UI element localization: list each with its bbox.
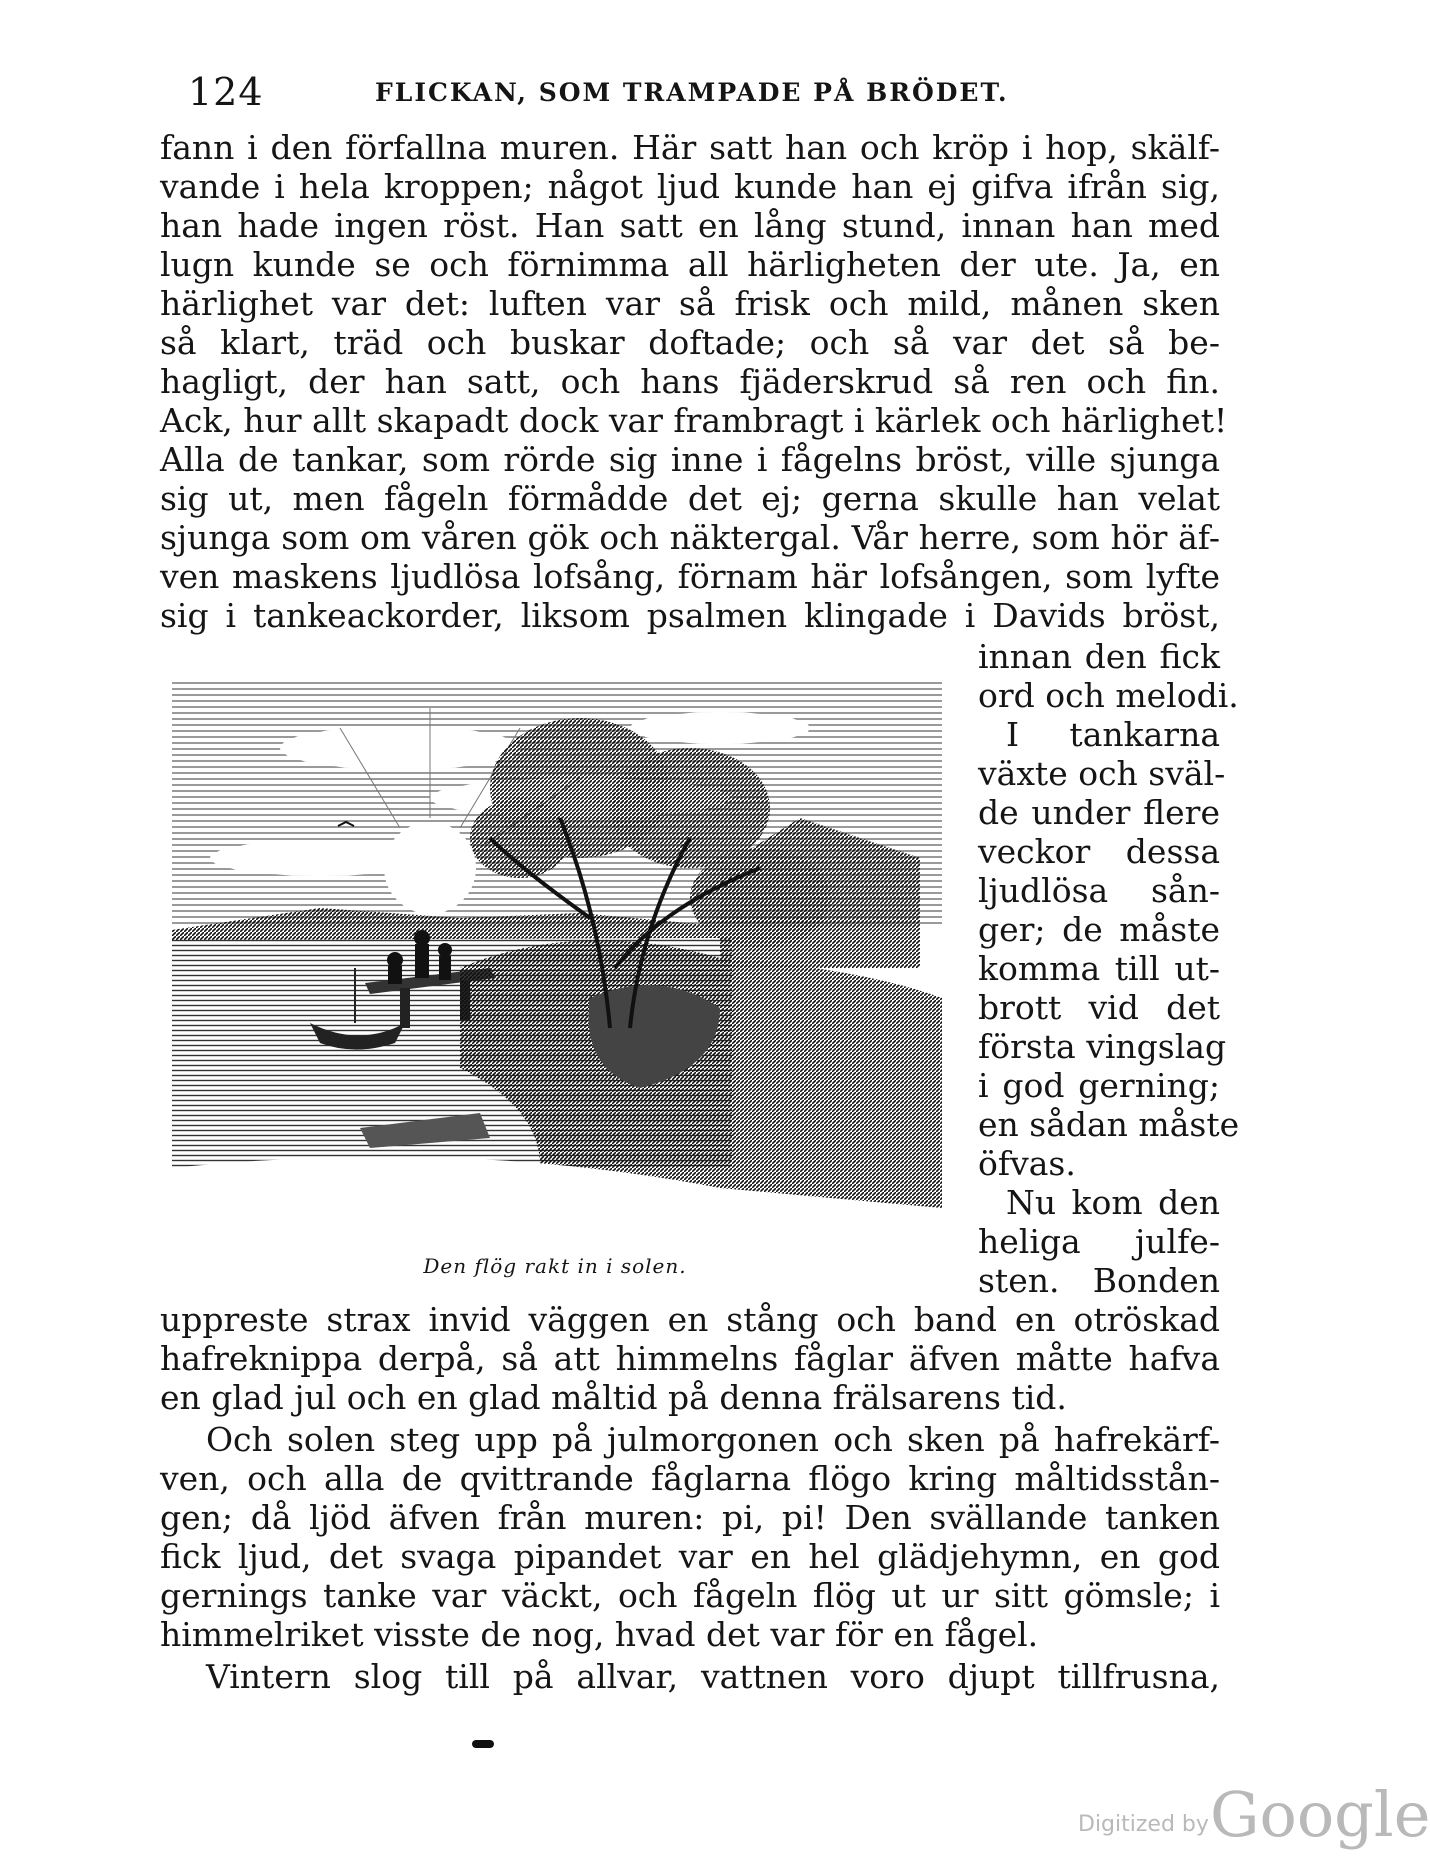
text-line: ven maskens ljudlösa lofsång, förnam här lofsången, som lyfte bbox=[160, 557, 1220, 596]
google-logo: Google bbox=[1210, 1778, 1430, 1851]
text-line: sig i tankeackorder, liksom psalmen klingade i Davids bröst, bbox=[160, 596, 1220, 635]
text-line: härlighet var det: luften var så frisk och mild, månen sken bbox=[160, 284, 1220, 323]
engraving-illustration bbox=[160, 668, 950, 1232]
watermark bbox=[1070, 1778, 1430, 1851]
text-line: uppreste strax invid väggen en stång och band en otröskad bbox=[160, 1300, 1220, 1339]
text-line: fick ljud, det svaga pipandet var en hel glädjehymn, en god bbox=[160, 1537, 1220, 1576]
side-text-line: sten. Bonden bbox=[978, 1261, 1220, 1300]
text-line: vande i hela kroppen; något ljud kunde han ej gifva ifrån sig, bbox=[160, 167, 1220, 206]
text-line: så klart, träd och buskar doftade; och så var det så be- bbox=[160, 323, 1220, 362]
side-text-line: veckor dessa bbox=[978, 832, 1220, 871]
watermark-prefix: Digitized by bbox=[1078, 1812, 1209, 1837]
text-line: han hade ingen röst. Han satt en lång stund, innan han med bbox=[160, 206, 1220, 245]
ink-mark bbox=[472, 1740, 494, 1748]
side-text-line: i god gerning; bbox=[978, 1066, 1220, 1105]
text-line: en glad jul och en glad måltid på denna frälsarens tid. bbox=[160, 1378, 1067, 1417]
text-line: Vintern slog till på allvar, vattnen voro djupt tillfrusna, bbox=[206, 1657, 1220, 1696]
illustration-caption: Den flög rakt in i solen. bbox=[423, 1254, 687, 1278]
side-text-line: brott vid det bbox=[978, 988, 1220, 1027]
text-line: Och solen steg upp på julmorgonen och sken på hafrekärf- bbox=[206, 1420, 1220, 1459]
text-line: gen; då ljöd äfven från muren: pi, pi! Den svällande tanken bbox=[160, 1498, 1220, 1537]
side-text-line: ord och melodi. bbox=[978, 676, 1239, 715]
text-line: ven, och alla de qvittrande fåglarna flögo kring måltidsstån- bbox=[160, 1459, 1220, 1498]
side-text-line: första vingslag bbox=[978, 1027, 1227, 1066]
text-line: sjunga som om våren gök och näktergal. Vår herre, som hör äf- bbox=[160, 518, 1220, 557]
text-line: fann i den förfallna muren. Här satt han och kröp i hop, skälf- bbox=[160, 128, 1220, 167]
side-text-line: växte och sväl- bbox=[978, 754, 1226, 793]
side-text-line: Nu kom den bbox=[1006, 1183, 1220, 1222]
side-text-line: ljudlösa sån- bbox=[978, 871, 1220, 910]
side-text-line: ger; de måste bbox=[978, 910, 1220, 949]
side-text-line: heliga julfe- bbox=[978, 1222, 1220, 1261]
side-text-line: en sådan måste bbox=[978, 1105, 1240, 1144]
running-title: FLICKAN, SOM TRAMPADE PÅ BRÖDET. bbox=[375, 78, 1009, 107]
side-text-line: innan den fick bbox=[978, 637, 1220, 676]
page-number: 124 bbox=[188, 70, 264, 114]
text-line: Alla de tankar, som rörde sig inne i fågelns bröst, ville sjunga bbox=[160, 440, 1220, 479]
text-line: sig ut, men fågeln förmådde det ej; gerna skulle han velat bbox=[160, 479, 1220, 518]
side-text-line: öfvas. bbox=[978, 1144, 1076, 1183]
text-line: hafreknippa derpå, så att himmelns fåglar äfven måtte hafva bbox=[160, 1339, 1220, 1378]
text-line: hagligt, der han satt, och hans fjäderskrud så ren och fin. bbox=[160, 362, 1220, 401]
side-text-line: I tankarna bbox=[1006, 715, 1220, 754]
side-text-line: de under flere bbox=[978, 793, 1220, 832]
side-text-line: komma till ut- bbox=[978, 949, 1220, 988]
text-line: Ack, hur allt skapadt dock var frambragt i kärlek och härlighet! bbox=[160, 401, 1228, 440]
text-line: himmelriket visste de nog, hvad det var för en fågel. bbox=[160, 1615, 1039, 1654]
text-line: gernings tanke var väckt, och fågeln flög ut ur sitt gömsle; i bbox=[160, 1576, 1220, 1615]
text-line: lugn kunde se och förnimma all härligheten der ute. Ja, en bbox=[160, 245, 1220, 284]
page-header bbox=[180, 70, 1220, 120]
